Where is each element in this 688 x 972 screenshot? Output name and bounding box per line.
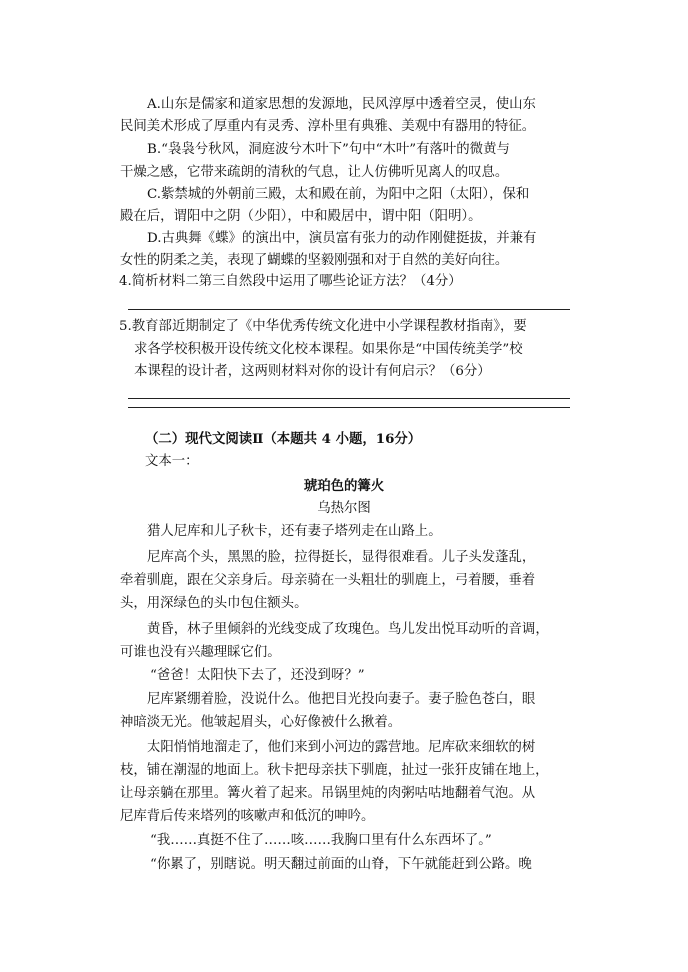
option-a-line2: 民间美术形成了厚重内有灵秀、淳朴里有典雅、美观中有器用的特征。 — [120, 119, 536, 134]
option-d-line1: D.古典舞《蝶》的演出中，演员富有张力的动作刚健挺拔，并兼有 — [147, 231, 537, 246]
story-title: 琥珀色的篝火 — [303, 478, 385, 494]
option-d-line2: 女性的阴柔之美，表现了蝴蝶的坚毅刚强和对于自然的美好向往。 — [120, 253, 509, 268]
story-line: “爸爸！太阳快下去了，还没到呀？” — [150, 668, 365, 683]
story-line: 牵着驯鹿，跟在父亲身后。母亲骑在一头粗壮的驯鹿上，弓着腰，垂着 — [120, 573, 536, 588]
story-line: 尼库紧绷着脸，没说什么。他把目光投向妻子。妻子脸色苍白，眼 — [147, 692, 536, 707]
text-label: 文本一： — [145, 454, 199, 469]
story-line: 尼库背后传来塔列的咳嗽声和低沉的呻吟。 — [120, 809, 375, 824]
option-c-line2: 殿在后，谓阳中之阴（少阳），中和殿居中，谓中阳（阳明）。 — [120, 209, 482, 224]
option-c-line1: C.紫禁城的外朝前三殿，太和殿在前，为阳中之阳（太阳），保和 — [147, 187, 530, 202]
question-5-line3: 本课程的设计者，这两则材料对你的设计有何启示？（6分） — [134, 364, 491, 379]
story-line: 太阳悄悄地溜走了，他们来到小河边的露营地。尼库砍来细软的树 — [147, 740, 536, 755]
answer-line-q5-1 — [128, 398, 570, 399]
story-line: 让母亲躺在那里。篝火着了起来。吊锅里炖的肉粥咕咕地翻着气泡。从 — [120, 786, 536, 801]
story-author: 乌热尔图 — [317, 501, 371, 516]
story-line: 头，用深绿色的头巾包住额头。 — [120, 596, 308, 611]
question-5-line1: 5.教育部近期制定了《中华优秀传统文化进中小学课程教材指南》，要 — [119, 319, 527, 334]
answer-line-q5-2 — [128, 407, 570, 408]
story-line: 猎人尼库和儿子秋卡，还有妻子塔列走在山路上。 — [147, 524, 442, 539]
story-line: 黄昏，林子里倾斜的光线变成了玫瑰色。鸟儿发出悦耳动听的音调， — [147, 622, 549, 637]
answer-line-q4 — [128, 309, 570, 310]
story-line: 神暗淡无光。他皱起眉头，心好像被什么揪着。 — [120, 715, 402, 730]
section-heading: （二）现代文阅读Ⅱ（本题共 4 小题，16分） — [145, 431, 422, 447]
story-line: 可谁也没有兴趣理睬它们。 — [120, 645, 281, 660]
question-5-line2: 求各学校积极开设传统文化校本课程。如果你是“中国传统美学”校 — [134, 342, 523, 357]
option-a-line1: A.山东是儒家和道家思想的发源地，民风淳厚中透着空灵，使山东 — [147, 97, 536, 112]
question-4: 4.简析材料二第三自然段中运用了哪些论证方法？（4分） — [119, 274, 462, 289]
story-line: 枝，铺在潮湿的地面上。秋卡把母亲扶下驯鹿，扯过一张犴皮铺在地上， — [120, 763, 549, 778]
option-b-line1: B.“袅袅兮秋风，洞庭波兮木叶下”句中“木叶”有落叶的微黄与 — [147, 142, 510, 157]
option-b-line2: 干燥之感，它带来疏朗的清秋的气息，让人仿佛听见离人的叹息。 — [120, 165, 509, 180]
story-line: “你累了，别瞎说。明天翻过前面的山脊，下午就能赶到公路。晚 — [150, 857, 532, 872]
story-line: “我……真挺不住了……咳……我胸口里有什么东西坏了。” — [150, 833, 492, 848]
story-line: 尼库高个头，黑黑的脸，拉得挺长，显得很难看。儿子头发蓬乱， — [147, 550, 536, 565]
